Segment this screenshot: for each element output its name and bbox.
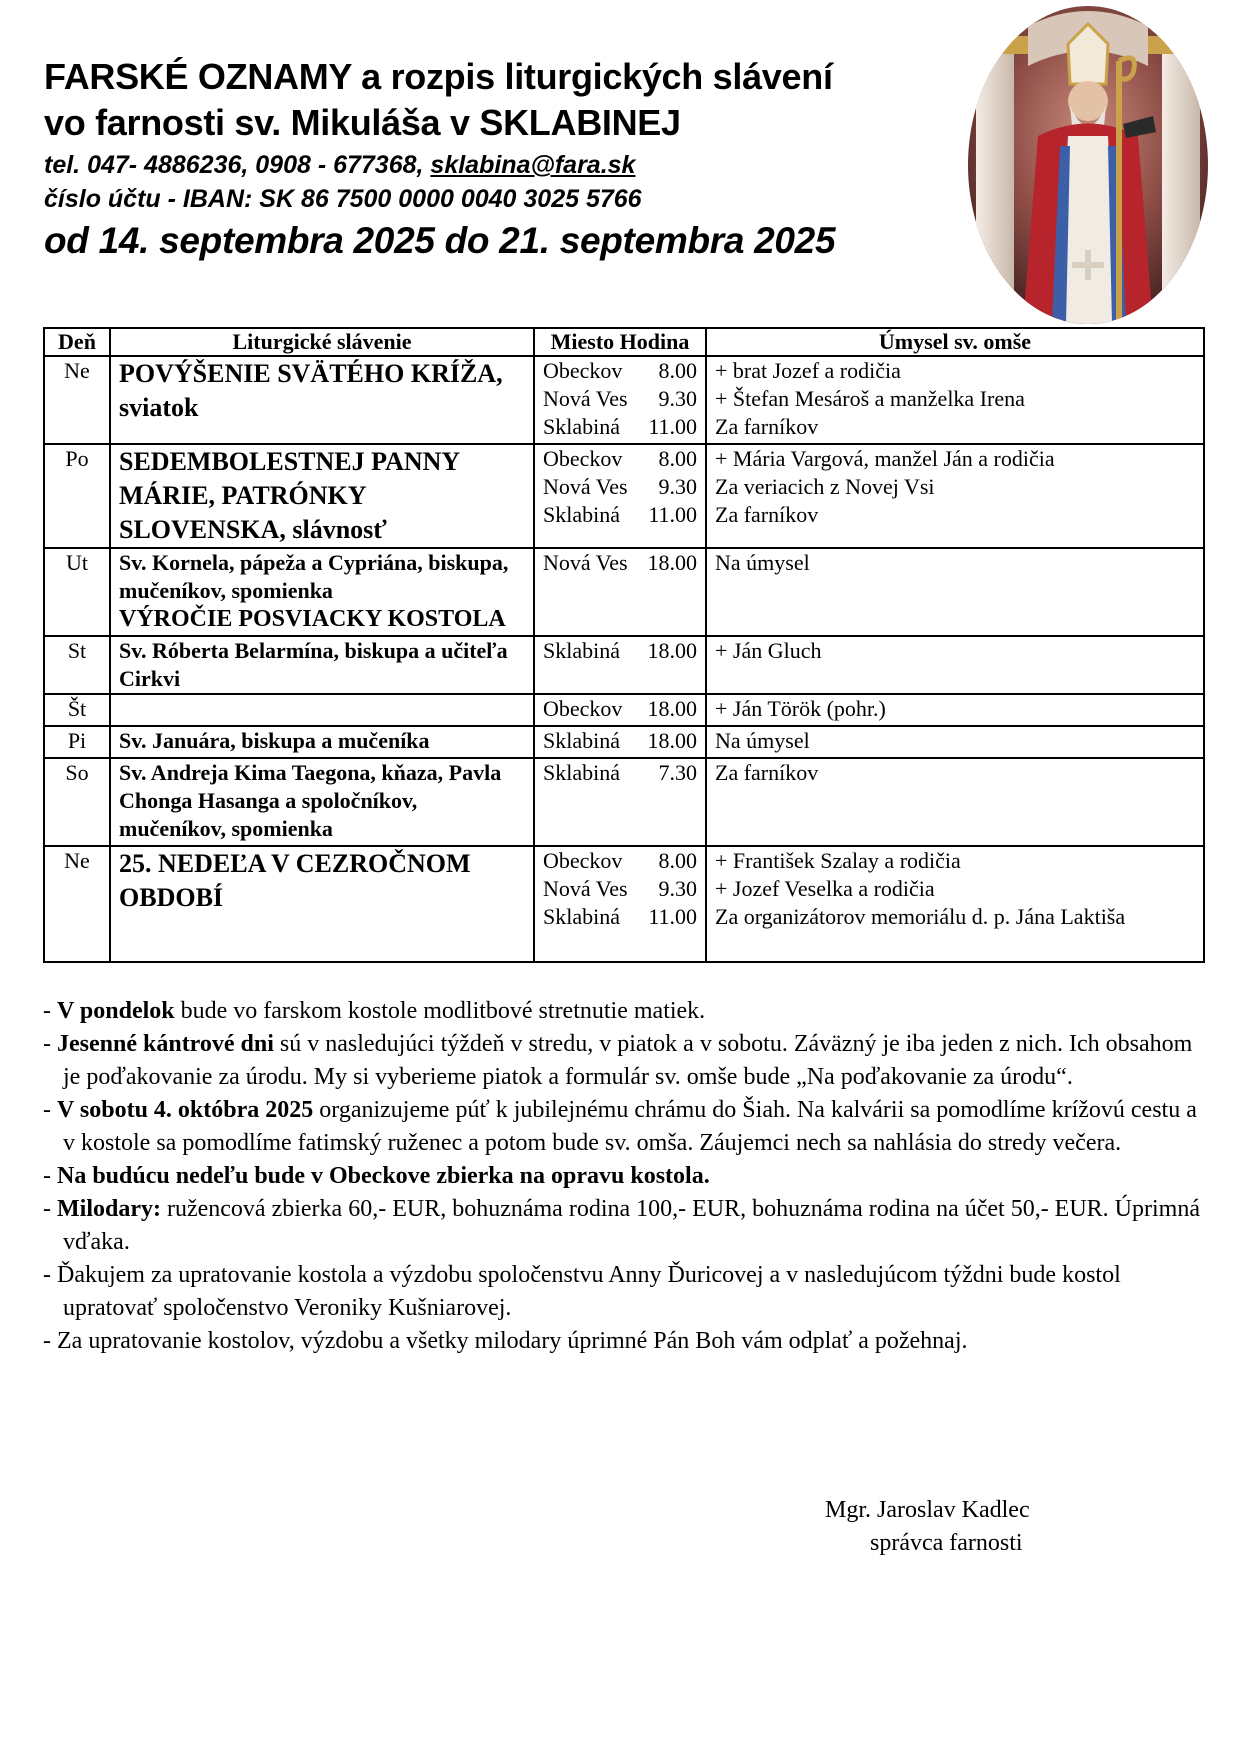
- celebration-cell: [110, 694, 534, 726]
- celebration-cell: [110, 548, 534, 636]
- title-line-2: vo farnosti sv. Mikuláša v SKLABINEJ: [44, 102, 681, 143]
- mass-time: 11.00: [648, 414, 697, 439]
- mass-time: 8.00: [658, 848, 697, 873]
- intention-cell: [706, 694, 1204, 726]
- signature-role: správca farnosti: [870, 1530, 1023, 1556]
- table-row: [44, 694, 1204, 726]
- place-name: Obeckov: [543, 446, 623, 471]
- place-time-cell: [534, 444, 706, 548]
- place-time-entry: [543, 875, 697, 903]
- place-time-cell: [534, 636, 706, 694]
- table-row: [44, 356, 1204, 444]
- announcement-text: organizujeme púť k jubilejnému chrámu do Šiah. Na kalvárii sa pomodlíme krížovú cestu a v kostole sa pomodlíme fatimský ruženec a potom bude sv. omša. Záujemci nech sa nahlásia do stredy večera.: [63, 1097, 1197, 1156]
- header-day: Deň: [44, 328, 110, 356]
- mass-time: 18.00: [647, 550, 697, 575]
- intention-entry: Za veriacich z Novej Vsi: [715, 474, 935, 499]
- place-name: Sklabiná: [543, 728, 620, 753]
- header: [44, 54, 1004, 264]
- intention-entry: + brat Jozef a rodičia: [715, 358, 901, 383]
- day-cell: Pi: [44, 726, 110, 758]
- place-name: Nová Ves: [543, 386, 628, 411]
- place-time-entry: [543, 727, 697, 755]
- mass-time: 11.00: [648, 904, 697, 929]
- mass-time: 18.00: [647, 696, 697, 721]
- celebration-cell: Sv. Andreja Kima Taegona, kňaza, Pavla Chonga Hasanga a spoločníkov, mučeníkov, spomienka: [110, 758, 534, 846]
- place-name: Obeckov: [543, 358, 623, 383]
- place-time-entry: [543, 759, 697, 787]
- place-time-entry: [543, 413, 697, 441]
- announcement-bold: V pondelok: [57, 998, 175, 1024]
- place-name: Sklabiná: [543, 904, 620, 929]
- place-time-cell: [534, 356, 706, 444]
- date-range: od 14. septembra 2025 do 21. septembra 2025: [44, 220, 836, 261]
- phone-text: tel. 047- 4886236, 0908 - 677368,: [44, 151, 431, 179]
- celebration-text: Sv. Kornela, pápeža a Cypriána, biskupa, mučeníkov, spomienka: [119, 550, 509, 603]
- announcement-text: sú v nasledujúci týždeň v stredu, v piatok a v sobotu. Záväzný je iba jeden z nich. Ich obsahom je poďakovanie za úrodu. My si vyberieme piatok a formulár sv. omše bude „Na poďakovanie za úrodu“.: [63, 1031, 1193, 1090]
- intention-entry: Na úmysel: [715, 550, 810, 575]
- intention-entry: + Ján Gluch: [715, 638, 822, 663]
- announcement-text: Za upratovanie kostolov, výzdobu a všetky milodary úprimné Pán Boh vám odplať a požehnaj.: [57, 1328, 968, 1354]
- mass-time: 8.00: [658, 446, 697, 471]
- day-cell: Št: [44, 694, 110, 726]
- announcement-item: - Milodary: ružencová zbierka 60,- EUR, bohuznáma rodina 100,- EUR, bohuznáma rodina na účet 50,- EUR. Úprimná vďaka.: [43, 1196, 1200, 1255]
- mass-time: 8.00: [658, 358, 697, 383]
- announcements: [43, 995, 1203, 1358]
- saint-nicholas-portrait: [968, 6, 1208, 324]
- mass-time: 11.00: [648, 502, 697, 527]
- signature-name: Mgr. Jaroslav Kadlec: [825, 1497, 1030, 1523]
- place-name: Obeckov: [543, 848, 623, 873]
- announcement-text: Ďakujem za upratovanie kostola a výzdobu spoločenstvu Anny Ďuricovej a v nasledujúcom týždni bude kostol upratovať spoločenstvo Veroniky Kušniarovej.: [57, 1262, 1121, 1321]
- intention-entry: + Štefan Mesároš a manželka Irena: [715, 386, 1025, 411]
- table-row: [44, 846, 1204, 962]
- header-celebration: Liturgické slávenie: [110, 328, 534, 356]
- announcement-text: bude vo farskom kostole modlitbové stretnutie matiek.: [174, 998, 706, 1024]
- mass-time: 18.00: [647, 728, 697, 753]
- place-name: Sklabiná: [543, 502, 620, 527]
- mass-time: 9.30: [658, 876, 697, 901]
- header-intention: Úmysel sv. omše: [706, 328, 1204, 356]
- place-time-entry: [543, 695, 697, 723]
- place-time-entry: [543, 847, 697, 875]
- intention-entry: Za farníkov: [715, 760, 819, 785]
- table-row: [44, 548, 1204, 636]
- place-time-entry: [543, 903, 697, 931]
- intention-entry: + Ján Török (pohr.): [715, 696, 886, 721]
- intention-entry: Za farníkov: [715, 414, 819, 439]
- intention-entry: + František Szalay a rodičia: [715, 848, 961, 873]
- place-name: Nová Ves: [543, 876, 628, 901]
- announcement-item: - Ďakujem za upratovanie kostola a výzdobu spoločenstvu Anny Ďuricovej a v nasledujúcom týždni bude kostol upratovať spoločenstvo Veroniky Kušniarovej.: [43, 1262, 1121, 1321]
- table-row: [44, 636, 1204, 694]
- portrait-image: [968, 6, 1208, 324]
- place-time-cell: [534, 758, 706, 846]
- announcement-item: - Za upratovanie kostolov, výzdobu a všetky milodary úprimné Pán Boh vám odplať a požehnaj.: [43, 1328, 968, 1354]
- place-time-cell: [534, 694, 706, 726]
- iban-line: číslo účtu - IBAN: SK 86 7500 0000 0040 3025 5766: [44, 185, 642, 213]
- mass-time: 9.30: [658, 386, 697, 411]
- place-time-cell: [534, 726, 706, 758]
- intention-entry: + Jozef Veselka a rodičia: [715, 876, 935, 901]
- place-time-entry: [543, 549, 697, 577]
- place-name: Sklabiná: [543, 414, 620, 439]
- announcement-bold: Milodary:: [57, 1196, 161, 1222]
- intention-cell: [706, 356, 1204, 444]
- day-cell: St: [44, 636, 110, 694]
- place-time-cell: [534, 846, 706, 962]
- place-name: Nová Ves: [543, 550, 628, 575]
- place-time-entry: [543, 445, 697, 473]
- place-time-entry: [543, 385, 697, 413]
- intention-entry: Za farníkov: [715, 502, 819, 527]
- place-name: Sklabiná: [543, 638, 620, 663]
- announcement-item: - V sobotu 4. októbra 2025 organizujeme púť k jubilejnému chrámu do Šiah. Na kalvárii sa pomodlíme krížovú cestu a v kostole sa pomodlíme fatimský ruženec a potom bude sv. omša. Záujemci nech sa nahlásia do stredy večera.: [43, 1097, 1197, 1156]
- mass-time: 7.30: [658, 760, 697, 785]
- announcement-bold: Na budúcu nedeľu bude v Obeckove zbierka na opravu kostola.: [57, 1163, 710, 1189]
- announcement-text: ružencová zbierka 60,- EUR, bohuznáma rodina 100,- EUR, bohuznáma rodina na účet 50,- EUR. Úprimná vďaka.: [63, 1196, 1200, 1255]
- intention-entry: Na úmysel: [715, 728, 810, 753]
- intention-cell: [706, 444, 1204, 548]
- celebration-cell: POVÝŠENIE SVÄTÉHO KRÍŽA, sviatok: [110, 356, 534, 444]
- intention-cell: [706, 758, 1204, 846]
- table-row: [44, 726, 1204, 758]
- announcement-item: - Na budúcu nedeľu bude v Obeckove zbierka na opravu kostola.: [43, 1163, 710, 1189]
- celebration-cell: Sv. Januára, biskupa a mučeníka: [110, 726, 534, 758]
- contact-line: [44, 148, 1004, 182]
- day-cell: Ut: [44, 548, 110, 636]
- day-cell: Po: [44, 444, 110, 548]
- day-cell: So: [44, 758, 110, 846]
- place-time-entry: [543, 501, 697, 529]
- email-link[interactable]: sklabina@fara.sk: [430, 151, 636, 179]
- title-line-1: FARSKÉ OZNAMY a rozpis liturgických slávení: [44, 56, 833, 97]
- place-name: Nová Ves: [543, 474, 628, 499]
- place-time-entry: [543, 357, 697, 385]
- intention-cell: [706, 636, 1204, 694]
- signature-block: [825, 1494, 1030, 1560]
- place-time-entry: [543, 473, 697, 501]
- intention-cell: [706, 548, 1204, 636]
- celebration-cell: Sv. Róberta Belarmína, biskupa a učiteľa Cirkvi: [110, 636, 534, 694]
- mass-time: 9.30: [658, 474, 697, 499]
- celebration-cell: SEDEMBOLESTNEJ PANNY MÁRIE, PATRÓNKY SLOVENSKA, slávnosť: [110, 444, 534, 548]
- announcement-item: - Jesenné kántrové dni sú v nasledujúci týždeň v stredu, v piatok a v sobotu. Záväzný je iba jeden z nich. Ich obsahom je poďakovanie za úrodu. My si vyberieme piatok a formulár sv. omše bude „Na poďakovanie za úrodu“.: [43, 1031, 1193, 1090]
- announcement-bold: V sobotu 4. októbra 2025: [57, 1097, 314, 1123]
- place-name: Sklabiná: [543, 760, 620, 785]
- intention-cell: [706, 726, 1204, 758]
- intention-entry: + Mária Vargová, manžel Ján a rodičia: [715, 446, 1055, 471]
- mass-time: 18.00: [647, 638, 697, 663]
- table-header-row: [44, 328, 1204, 356]
- day-cell: Ne: [44, 846, 110, 962]
- day-cell: Ne: [44, 356, 110, 444]
- header-place-time: Miesto Hodina: [534, 328, 706, 356]
- table-row: [44, 444, 1204, 548]
- celebration-extra: VÝROČIE POSVIACKY KOSTOLA: [119, 606, 506, 632]
- intention-entry: Za organizátorov memoriálu d. p. Jána Laktiša: [715, 904, 1126, 929]
- announcement-bold: Jesenné kántrové dni: [57, 1031, 274, 1057]
- table-row: [44, 758, 1204, 846]
- announcement-item: - V pondelok bude vo farskom kostole modlitbové stretnutie matiek.: [43, 998, 706, 1024]
- celebration-cell: 25. NEDEĽA V CEZROČNOM OBDOBÍ: [110, 846, 534, 962]
- mass-schedule-table: [43, 327, 1205, 963]
- place-time-cell: [534, 548, 706, 636]
- intention-cell: [706, 846, 1204, 962]
- place-name: Obeckov: [543, 696, 623, 721]
- place-time-entry: [543, 637, 697, 665]
